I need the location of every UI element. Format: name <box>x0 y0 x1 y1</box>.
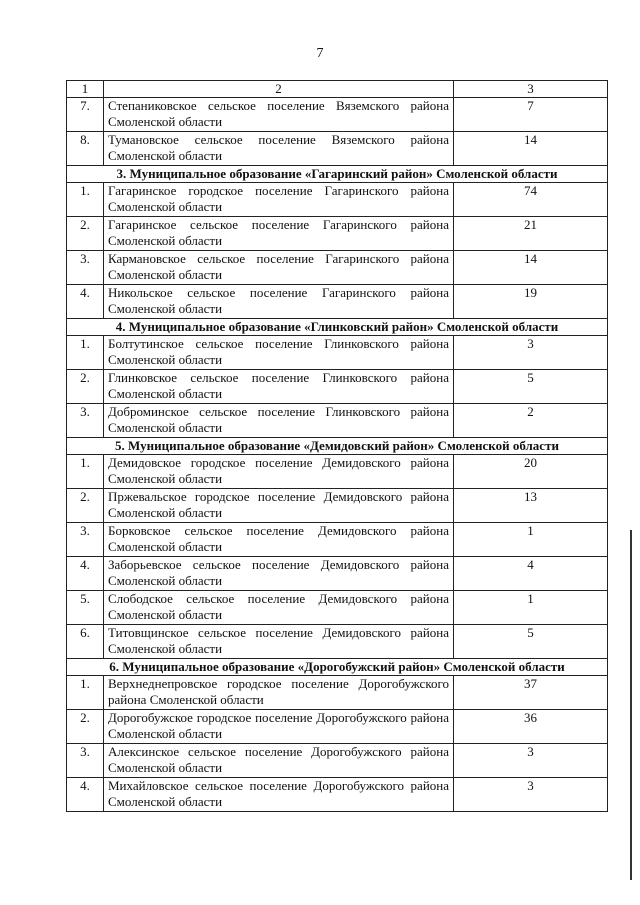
settlement-name: Алексинское сельское поселение Дорогобужского района Смоленской области <box>104 744 454 778</box>
settlement-name: Дорогобужское городское поселение Дорогобужского района Смоленской области <box>104 710 454 744</box>
row-number: 2. <box>67 489 104 523</box>
settlement-name: Тумановское сельское поселение Вяземского района Смоленской области <box>104 132 454 166</box>
table-row <box>67 710 608 744</box>
table-row <box>67 404 608 438</box>
table-row <box>67 676 608 710</box>
section-heading-row <box>67 438 608 455</box>
table-row <box>67 251 608 285</box>
settlement-name: Болтутинское сельское поселение Глинковского района Смоленской области <box>104 336 454 370</box>
row-value: 5 <box>454 625 608 659</box>
settlement-name: Слободское сельское поселение Демидовского района Смоленской области <box>104 591 454 625</box>
scan-edge-mark <box>630 530 632 880</box>
row-number: 7. <box>67 98 104 132</box>
settlement-name: Степаниковское сельское поселение Вяземского района Смоленской области <box>104 98 454 132</box>
settlement-name: Пржевальское городское поселение Демидовского района Смоленской области <box>104 489 454 523</box>
settlement-name: Заборьевское сельское поселение Демидовского района Смоленской области <box>104 557 454 591</box>
settlement-name: Михайловское сельское поселение Дорогобужского района Смоленской области <box>104 778 454 812</box>
row-value: 14 <box>454 132 608 166</box>
table-row <box>67 489 608 523</box>
table-row <box>67 523 608 557</box>
section-heading-row <box>67 319 608 336</box>
section-heading-row <box>67 659 608 676</box>
header-col-2: 2 <box>104 81 454 98</box>
row-number: 1. <box>67 676 104 710</box>
row-number: 2. <box>67 710 104 744</box>
settlement-name: Демидовское городское поселение Демидовского района Смоленской области <box>104 455 454 489</box>
row-value: 19 <box>454 285 608 319</box>
row-number: 6. <box>67 625 104 659</box>
row-number: 1. <box>67 455 104 489</box>
section-heading: 3. Муниципальное образование «Гагаринский район» Смоленской области <box>67 166 608 183</box>
row-number: 3. <box>67 523 104 557</box>
row-value: 3 <box>454 336 608 370</box>
table-row <box>67 455 608 489</box>
table-row <box>67 217 608 251</box>
settlement-name: Гагаринское городское поселение Гагаринского района Смоленской области <box>104 183 454 217</box>
row-value: 5 <box>454 370 608 404</box>
table-row <box>67 591 608 625</box>
row-number: 1. <box>67 183 104 217</box>
row-number: 3. <box>67 251 104 285</box>
row-number: 5. <box>67 591 104 625</box>
section-heading: 4. Муниципальное образование «Глинковский район» Смоленской области <box>67 319 608 336</box>
row-value: 1 <box>454 523 608 557</box>
table-header-row <box>67 81 608 98</box>
header-col-3: 3 <box>454 81 608 98</box>
row-number: 1. <box>67 336 104 370</box>
settlement-name: Титовщинское сельское поселение Демидовского района Смоленской области <box>104 625 454 659</box>
page-number: 7 <box>316 46 324 61</box>
settlement-name: Глинковское сельское поселение Глинковского района Смоленской области <box>104 370 454 404</box>
row-value: 1 <box>454 591 608 625</box>
row-number: 8. <box>67 132 104 166</box>
settlement-name: Верхнеднепровское городское поселение Дорогобужского района Смоленской области <box>104 676 454 710</box>
row-value: 13 <box>454 489 608 523</box>
row-value: 4 <box>454 557 608 591</box>
row-number: 2. <box>67 217 104 251</box>
row-value: 2 <box>454 404 608 438</box>
table-row <box>67 625 608 659</box>
table-row <box>67 778 608 812</box>
table-row <box>67 285 608 319</box>
row-number: 4. <box>67 557 104 591</box>
settlement-name: Борковское сельское поселение Демидовского района Смоленской области <box>104 523 454 557</box>
settlement-name: Никольское сельское поселение Гагаринского района Смоленской области <box>104 285 454 319</box>
table-row <box>67 557 608 591</box>
row-number: 4. <box>67 778 104 812</box>
table-row <box>67 336 608 370</box>
row-number: 3. <box>67 744 104 778</box>
table-row <box>67 370 608 404</box>
row-number: 4. <box>67 285 104 319</box>
table-row <box>67 98 608 132</box>
settlement-name: Кармановское сельское поселение Гагаринского района Смоленской области <box>104 251 454 285</box>
section-heading: 5. Муниципальное образование «Демидовский район» Смоленской области <box>67 438 608 455</box>
table-row <box>67 744 608 778</box>
row-value: 3 <box>454 778 608 812</box>
settlements-table <box>66 80 608 812</box>
settlement-name: Доброминское сельское поселение Глинковского района Смоленской области <box>104 404 454 438</box>
header-col-1: 1 <box>67 81 104 98</box>
table-row <box>67 183 608 217</box>
row-value: 36 <box>454 710 608 744</box>
row-value: 7 <box>454 98 608 132</box>
row-value: 3 <box>454 744 608 778</box>
section-heading-row <box>67 166 608 183</box>
row-value: 21 <box>454 217 608 251</box>
row-value: 37 <box>454 676 608 710</box>
row-value: 14 <box>454 251 608 285</box>
table-body <box>67 81 608 812</box>
table-row <box>67 132 608 166</box>
section-heading: 6. Муниципальное образование «Дорогобужский район» Смоленской области <box>67 659 608 676</box>
row-value: 74 <box>454 183 608 217</box>
row-value: 20 <box>454 455 608 489</box>
row-number: 3. <box>67 404 104 438</box>
settlement-name: Гагаринское сельское поселение Гагаринского района Смоленской области <box>104 217 454 251</box>
row-number: 2. <box>67 370 104 404</box>
